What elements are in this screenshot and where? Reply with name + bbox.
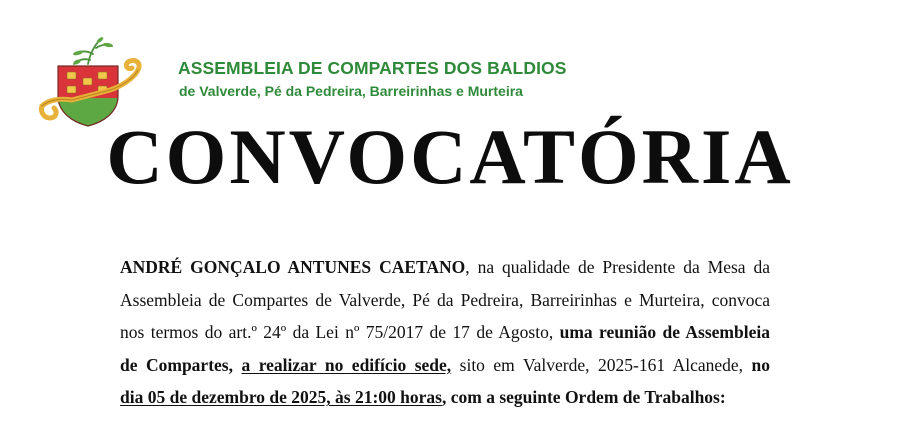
body-line-2 [120, 284, 770, 317]
body-text-segment: sito em Valverde, 2025-161 Alcanede, [451, 354, 752, 375]
body-line-4 [120, 349, 770, 382]
meeting-date-time: dia 05 de dezembro de 2025, às 21:00 horas [120, 387, 442, 407]
body-line-3 [120, 316, 770, 349]
president-name: ANDRÉ GONÇALO ANTUNES CAETANO [120, 257, 466, 277]
meeting-bold-text: de Compartes, [120, 354, 233, 375]
body-line-5 [120, 381, 770, 414]
body-text-segment: nos termos do art.º 24º da Lei nº 75/2017 de 17 de Agosto, [120, 322, 560, 342]
document-title: CONVOCATÓRIA [106, 113, 794, 200]
body-line-1 [120, 251, 770, 284]
agenda-intro: , com a seguinte Ordem de Trabalhos: [441, 387, 726, 407]
organization-subtitle: de Valverde, Pé da Pedreira, Barreirinhas e Murteira [179, 83, 523, 99]
meeting-location: a realizar no edifício sede, [241, 354, 452, 375]
body-text-segment: Assembleia de Compartes de Valverde, Pé da Pedreira, Barreirinhas e Murteira, convoca [120, 289, 770, 310]
body-text-segment: , na qualidade de Presidente da Mesa da [465, 257, 770, 277]
organization-header [178, 58, 567, 99]
meeting-bold-text: no [751, 354, 771, 375]
meeting-bold-text: uma reunião de Assembleia [559, 322, 770, 342]
organization-name: ASSEMBLEIA DE COMPARTES DOS BALDIOS [178, 58, 567, 78]
body-paragraph [120, 251, 770, 414]
